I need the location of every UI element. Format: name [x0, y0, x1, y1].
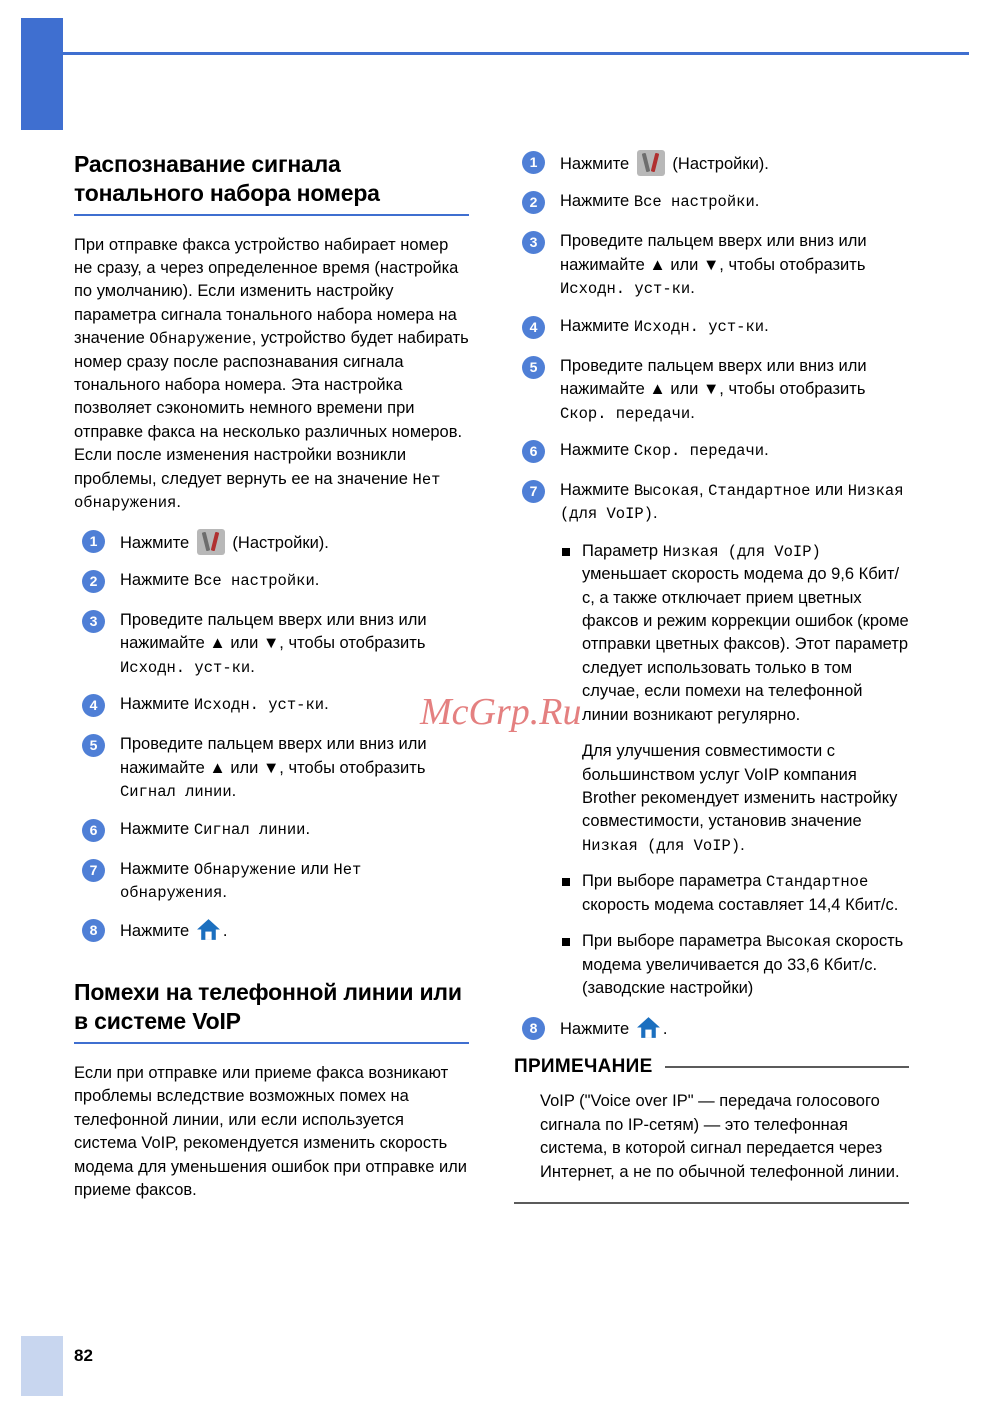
step-mono: Скор. передачи [633, 441, 765, 460]
bullet-text-post: уменьшает скорость модема до 9,6 Кбит/с, а также отключает прием цветных факсов и режим коррекции ошибок (кроме отправки цветных факсов). Этот параметр следует использовать только в том случае, если помехи на телефонной линии возникают регулярно. [582, 565, 909, 724]
page-corner-tab [21, 18, 63, 130]
extra-text-post: . [740, 835, 745, 854]
step-text-post: . [324, 695, 329, 714]
intro-mono-2: Нет обнаружения [74, 470, 441, 513]
step-mono-1: Обнаружение [193, 860, 297, 879]
step-2 [514, 190, 909, 216]
note-header [514, 1056, 909, 1078]
section-heading-voip: Помехи на телефонной линии или в системе VoIP [74, 979, 462, 1035]
step-number: 7 [522, 480, 545, 503]
step-number: 8 [522, 1017, 545, 1040]
step-text-post: . [250, 657, 255, 676]
bullet-text-pre: При выборе параметра [582, 872, 766, 891]
step-text-post: . [653, 504, 658, 523]
step-text-pre: Нажмите [560, 1020, 634, 1039]
step-text-pre: Нажмите [120, 819, 194, 838]
step-7 [514, 479, 909, 526]
step-number: 6 [82, 819, 105, 842]
step-5 [74, 733, 469, 803]
left-column [74, 150, 469, 1216]
watermark: McGrp.Ru [420, 691, 582, 733]
step-text-post: . [690, 403, 695, 422]
voip-paragraph: Если при отправке или приеме факса возникают проблемы вследствие возможных помех на телефонной линии, или если используется система VoIP, рекомендуется изменить скорость модема для уменьшения ошибок при отправке или приеме факсов. [74, 1063, 468, 1199]
intro-text-3: . [176, 493, 181, 512]
home-icon [196, 918, 221, 941]
step-mono: Сигнал линии [193, 820, 306, 839]
step-text-pre: Нажмите [560, 155, 634, 173]
note-bottom-rule [514, 1202, 909, 1204]
bullet-text-post: скорость модема увеличивается до 33,6 Кбит/с. (заводские настройки) [582, 932, 904, 997]
step-number: 6 [522, 440, 545, 463]
step-text-pre: Проведите пальцем вверх или вниз или нажимайте ▲ или ▼, чтобы отобразить [560, 356, 867, 399]
page-bottom-tab [21, 1336, 63, 1396]
bullet-mono: Стандартное [765, 873, 869, 892]
step-text-post: . [222, 882, 227, 901]
step-text-post: (Настройки). [227, 533, 329, 552]
step-text-post: . [222, 922, 228, 941]
bullet-low-voip [560, 540, 909, 727]
step-mono: Все настройки [193, 571, 315, 590]
step-number: 1 [82, 530, 105, 553]
step-mono: Все настройки [633, 193, 755, 212]
bullet-square-icon [562, 938, 570, 946]
bullet-mono: Низкая (для VoIP) [662, 542, 821, 561]
step-number: 3 [82, 610, 105, 633]
step-2 [74, 569, 469, 595]
heading-rule [74, 214, 469, 216]
step-3 [74, 609, 469, 679]
step-text-pre: Нажмите [120, 922, 194, 941]
intro-text-2: , устройство будет набирать номер сразу после распознавания сигнала тонального набора номера. Эта настройка позволяет сэкономить немного времени при отправке факса на несколько различных номеров. Если после изменения настройки возникли проблемы, следует вернуть ее на значение [74, 329, 469, 488]
settings-icon [637, 150, 665, 176]
step-number: 5 [522, 356, 545, 379]
step-3 [514, 230, 909, 300]
step-sep-1: , [698, 480, 709, 499]
step-number: 4 [522, 316, 545, 339]
step-text-post: . [305, 819, 311, 838]
step-number: 2 [82, 570, 105, 593]
step-number: 4 [82, 694, 105, 717]
step-text-post: . [764, 316, 769, 335]
step-6 [514, 439, 909, 465]
step-mono-low: Низкая (для VoIP) [560, 481, 904, 524]
bullet-standard [560, 870, 909, 917]
step-8 [514, 1016, 909, 1042]
step-mono: Исходн. уст-ки [193, 696, 325, 715]
section-heading-dial-tone: Распознавание сигнала тонального набора номера [74, 151, 380, 206]
right-column [514, 150, 909, 1204]
step-text-pre: Проведите пальцем вверх или вниз или нажимайте ▲ или ▼, чтобы отобразить [120, 735, 427, 777]
step-4 [514, 315, 909, 341]
extra-mono: Низкая (для VoIP) [582, 836, 741, 855]
step-7 [74, 858, 469, 905]
page-top-rule [63, 52, 969, 55]
step-number: 1 [522, 151, 545, 174]
bullet-extra-paragraph [582, 740, 909, 857]
step-text-pre: Нажмите [120, 570, 194, 589]
step-8 [74, 918, 469, 944]
bullet-high [560, 930, 909, 1000]
step-text-pre: Нажмите [560, 440, 634, 459]
note-body: VoIP ("Voice over IP" — передача голосового сигнала по IP-сетям) — это телефонная система, в которой сигнал передается через Интернет, а не по обычной телефонной линии. [540, 1092, 900, 1181]
step-number: 2 [522, 191, 545, 214]
step-text-post: . [314, 570, 320, 589]
step-mono: Скор. передачи [560, 404, 691, 423]
step-1 [74, 529, 469, 555]
step7-details [560, 540, 909, 1001]
extra-text-pre: Для улучшения совместимости с большинством услуг VoIP компания Brother рекомендует изменить настройку совместимости, установив значение [582, 742, 898, 831]
note-title: ПРИМЕЧАНИЕ [514, 1056, 653, 1078]
step-text-pre: Нажмите [560, 192, 634, 211]
intro-paragraph [74, 234, 469, 515]
step-text-post: . [662, 1020, 668, 1039]
step-6 [74, 818, 469, 844]
step-text-pre: Нажмите [120, 695, 194, 714]
heading-rule-2 [74, 1042, 469, 1044]
bullet-text-pre: При выборе параметра [582, 932, 766, 951]
step-text-post: . [754, 192, 760, 211]
step-text-post: . [690, 279, 695, 298]
bullet-mono: Высокая [765, 933, 832, 952]
bullet-text-post: скорость модема составляет 14,4 Кбит/с. [582, 895, 899, 914]
bullet-square-icon [562, 548, 570, 556]
bullet-square-icon [562, 878, 570, 886]
step-mono: Исходн. уст-ки [560, 280, 691, 299]
step-text-pre: Нажмите [120, 533, 194, 552]
step-number: 8 [82, 919, 105, 942]
step-4 [74, 693, 469, 719]
step-5 [514, 355, 909, 425]
step-mono: Исходн. уст-ки [633, 317, 765, 336]
step-text-pre: Нажмите [120, 859, 194, 878]
intro-mono-1: Обнаружение [149, 330, 252, 349]
step-text-post: . [231, 782, 237, 801]
step-mono-high: Высокая [633, 481, 699, 500]
home-icon [636, 1016, 661, 1039]
step-mono: Исходн. уст-ки [120, 658, 251, 677]
step-text-pre: Проведите пальцем вверх или вниз или нажимайте ▲ или ▼, чтобы отобразить [120, 610, 427, 653]
step-mono-standard: Стандартное [708, 481, 811, 500]
step-text-pre: Нажмите [560, 480, 634, 499]
step-number: 3 [522, 231, 545, 254]
settings-icon [197, 529, 225, 555]
bullet-text-pre: Параметр [582, 541, 663, 560]
note-header-rule [665, 1066, 909, 1068]
step-number: 5 [82, 734, 105, 757]
step-1 [514, 150, 909, 176]
step-mono-2: Нет обнаружения [120, 860, 362, 902]
step-text-pre: Проведите пальцем вверх или вниз или нажимайте ▲ или ▼, чтобы отобразить [560, 232, 867, 274]
step-sep-2: или [810, 480, 848, 499]
step-number: 7 [82, 859, 105, 882]
page-number: 82 [74, 1346, 93, 1365]
step-text-post: . [764, 440, 769, 459]
step-text-mid: или [296, 859, 334, 878]
step-mono: Сигнал линии [120, 783, 232, 802]
intro-text-1: При отправке факса устройство набирает номер не сразу, а через определенное время (настройка по умолчанию). Если изменить настройку параметра сигнала тонального набора номера на значение [74, 235, 459, 348]
step-text-post: (Настройки). [667, 155, 769, 173]
step-text-pre: Нажмите [560, 316, 634, 335]
